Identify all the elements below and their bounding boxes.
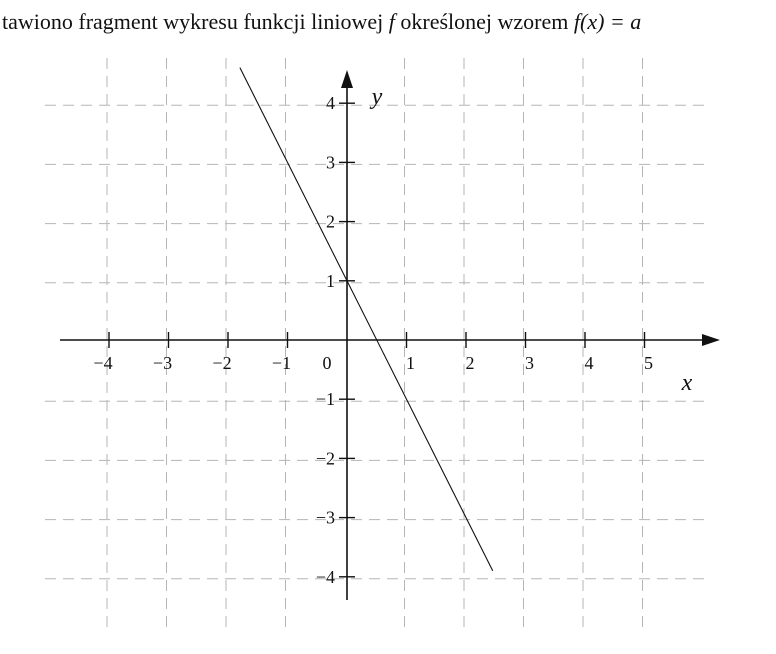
y-tick-label: −1 [315,389,335,410]
origin-label: 0 [322,353,332,373]
function-symbol: f [388,9,395,34]
function-line [240,68,493,571]
x-tick-label: −4 [93,353,113,373]
x-tick-label: 4 [584,353,594,373]
caption-middle: określonej wzorem [394,9,574,34]
x-tick-label: −1 [271,353,292,373]
axes [60,70,720,600]
x-axis-arrow [702,334,720,346]
y-tick-label: −4 [315,566,335,587]
y-tick-label: 3 [326,152,335,173]
x-tick-label: −2 [212,353,232,373]
y-tick-label: 2 [326,211,335,232]
formula-paren: (x) = a [580,9,642,34]
formula-function-symbol: f [573,9,580,34]
series [240,68,493,571]
x-tick-label: 5 [644,353,653,373]
y-tick-label: −2 [315,448,335,469]
x-tick-label: 2 [465,353,475,373]
caption-prefix: tawiono fragment wykresu funkcji liniowej [2,9,389,34]
x-axis-label: x [681,370,693,396]
y-tick-label: 1 [326,270,335,291]
x-tick-label: 1 [406,353,415,373]
y-tick-label: −3 [315,507,335,528]
x-tick-label: −3 [152,353,173,373]
x-tick-label: 3 [525,353,534,373]
y-axis-arrow [341,70,353,88]
y-axis-label: y [371,84,383,110]
y-tick-label: 4 [326,93,335,114]
tick-labels [93,84,692,587]
grid [45,58,705,630]
